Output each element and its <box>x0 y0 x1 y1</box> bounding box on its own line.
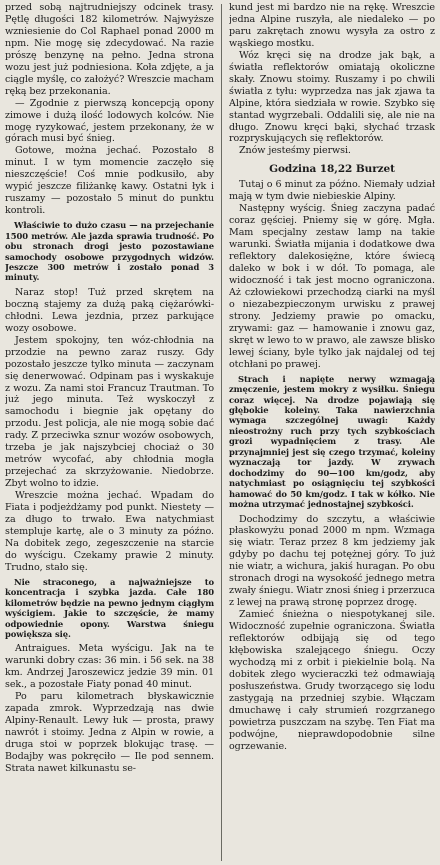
right-column <box>229 2 435 863</box>
left-column <box>5 2 214 863</box>
article-paragraph: Zamieć śnieżna o niespotykanej sile. Widoczność zupełnie ograniczona. Światła reflektorów odbijają się od tego kłębowiska szalejącego śniegu. Oczy wychodzą mi z orbit i piekielnie bolą. Na dobitek złego wycieraczki też odmawiają posłuszeństwa. Grudy tworzącego się lodu zastygają na przedniej szybie. Włączam dmuchawę i cały strumień rozgrzanego powietrza puszczam na szybę. Ten Fiat ma podwójne, nieprawdopodobnie silne ogrzewanie. <box>229 609 435 752</box>
article-paragraph: Po paru kilometrach błyskawicznie zapada zmrok. Wyprzedzają nas dwie Alpiny-Renault. Lewy łuk — prosta, prawy nawrót i stoimy. Jedna z Alpin w rowie, a druga stoi w poprzek blokując trasę. — Bodajby was pokręciło — Ile pod sennem. Strata nawet kilkunastu se- <box>5 691 214 774</box>
article-paragraph: Gotowe, można jechać. Pozostało 8 minut. I w tym momencie zaczęło się nieszczęście! Coś mnie podkusiło, aby wypić jeszcze filiżankę kawy. Ostatni łyk i ruszamy — pozostało 5 minut do punktu kontroli. <box>5 145 214 217</box>
article-paragraph: Dochodzimy do szczytu, a właściwie płaskowyżu ponad 2000 m npm. Wzmaga się wiatr. Teraz przez 8 km jedziemy jak gdyby po dachu tej potężnej góry. To już nie wiatr, a wichura, jakiś huragan. Po obu stronach drogi na wysokość jednego metra zwały śniegu. Wiatr znosi śnieg i przerzuca z lewej na prawą stronę poprzez drogę. <box>229 513 435 609</box>
article-paragraph: kund jest mi bardzo nie na rękę. Wreszcie jedna Alpine ruszyła, ale niedaleko — po paru zakrętach znowu wysyła za ostro z wąskiego mostku. <box>229 2 435 49</box>
article-paragraph: Wreszcie można jechać. Wpadam do Fiata i podjeżdżamy pod punkt. Niestety — za długo to trwało. Ewa natychmiast stempluje kartę, ale o 3 minuty za późno. Na dobitek zego, zegeszczenie na starcie do wyścigu. Czekamy prawie 2 minuty. Trudno, stało się. <box>5 490 214 573</box>
article-paragraph: Tutaj o 6 minut za późno. Niemały udział mają w tym dwie niebieskie Alpiny. <box>229 179 435 203</box>
article-paragraph: Naraz stop! Tuż przed skrętem na boczną stajemy za dużą paką ciężarówki-chłodni. Lewa jezdnia, przez parkujące wozy osobowe. <box>5 286 214 334</box>
article-paragraph: Następny wyścig. Śnieg zaczyna padać coraz gęściej. Pniemy się w górę. Mgła. Mam specjalny zestaw lamp na takie warunki. Światła mijania i dodatkowe dwa reflektory dalekosiężne, które świecą daleko w bok i w dół. To pomaga, ale widoczność i tak jest mocno ograniczona. Aż człowiekowi przechodzą ciarki na myśl o niezabezpieczonym urwisku z prawej strony. Jedziemy prawie po omacku, zrywami: gaz — hamowanie i znowu gaz, skręt w lewo to w prawo, ale zawsze blisko lewej ściany, byle tylko jak najdalej od tej otchłani po prawej. <box>229 203 435 370</box>
bold-paragraph: Właściwie to dużo czasu — na przejechanie 1500 metrów. Ale jazda sprawia trudność. Po obu stronach drogi jesto pozostawiane samochody osobowe przygodnych widzów. Jeszcze 300 metrów i zostało ponad 3 minuty. <box>5 220 214 283</box>
article-paragraph: Jestem spokojny, ten wóz-chłodnia na przodzie na pewno zaraz ruszy. Gdy pozostało jeszcze tylko minuta — zaczynam się denerwować. Odpinam pas i wyskakuje z wozu. Za nami stoi Francuz Trautman. To już jego minuta. Też wyskoczył z samochodu i biegnie jak opętany do przodu. Jest policja, ale nie mogą sobie dać rady. Z przeciwka sznur wozów osobowych, trzeba je jak najszybciej chociaż o 30 metrów wycofać, aby chłodnia mogła przejechać za skrzyżowanie. Niedobrze. Zbyt wolno to idzie. <box>5 334 214 490</box>
article-paragraph: — Zgodnie z pierwszą koncepcją opony zimowe i dużą ilość lodowych kolców. Nie mogę ryzykować, jestem przekonany, że w górach musi być śnieg. <box>5 97 214 145</box>
bold-paragraph: Nie straconego, a najważniejsze to koncentracja i szybka jazda. Całe 180 kilometrów będzie na pewno jednym ciągłym wyścigiem. Jakie to szczęście, że mamy odpowiednie opony. Warstwa śniegu powiększa się. <box>5 576 214 640</box>
article-paragraph: Antraigues. Meta wyścigu. Jak na te warunki dobry czas: 36 min. i 56 sek. na 38 km. Andrzej Jaroszewicz jedzie 39 min. 01 sek., a pozostałe Fiaty ponad 40 minut. <box>5 643 214 691</box>
article-paragraph: Znów jesteśmy pierwsi. <box>239 145 351 157</box>
column-divider <box>221 4 222 861</box>
article-paragraph: Wóz kręci się na drodze jak bąk, a światła reflektorów omiatają okoliczne skały. Znowu stoimy. Ruszamy i po chwili światła z tyłu: wyprzedza nas jak zjawa ta Alpine, która siedziała w rowie. Szybko się stantad wygrzebali. Oddalili się, ale nie na długo. Znowu kręci bąki, słychać trzask rozpryskujących się reflektorów. <box>229 49 435 145</box>
section-heading: Godzina 18,22 Burzet <box>269 163 395 176</box>
bold-paragraph: Strach i napięte nerwy wzmagają zmęczenie, jestem mokry z wysiłku. Śniegu coraz więcej. Na drodze pojawiają się głębokie koleiny. Taka nawierzchnia wymaga szczególnej uwagi: Każdy nieostrożny ruch przy tych szybkościach grozi wypadnięciem z trasy. Ale przynajmniej jest się czego trzymać, koleiny wyznaczają tor jazdy. W zrywach dochodzimy do 90—100 km/godz, aby natychmiast po osiągnięciu tej szybkości hamować do 50 km/godz. I tak w kółko. Nie można utrzymać jednostajnej szybkości. <box>229 373 435 510</box>
article-paragraph: przed sobą najtrudniejszy odcinek trasy. Pętlę długości 182 kilometrów. Najwyższe wzniesienie do Col Raphael ponad 2000 m npm. Nie mogę się zdecydować. Na razie prószę benzynę na pełno. Jedna strona wozu jest już podniesiona. Koła zdjęte, a ja ciągle myślę, co założyć? Wreszcie macham ręką bez przekonania. <box>5 2 214 97</box>
